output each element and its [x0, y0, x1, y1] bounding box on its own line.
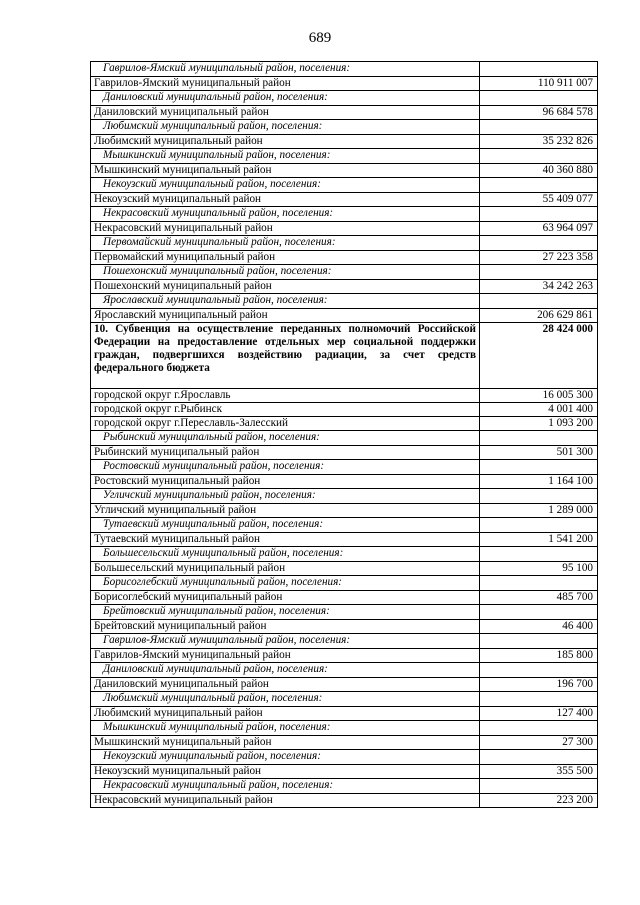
- amount: [480, 294, 598, 309]
- amount: 95 100: [480, 562, 598, 576]
- district-name: Даниловский муниципальный район: [91, 106, 480, 120]
- district-name: городской округ г.Переславль-Залесский: [91, 417, 480, 431]
- district-name: Тутаевский муниципальный район: [91, 533, 480, 547]
- district-name: Ростовский муниципальный район: [91, 475, 480, 489]
- district-name: Любимский муниципальный район, поселения:: [91, 692, 480, 707]
- table-row: [91, 106, 598, 120]
- settlements-subheader-row: [91, 62, 598, 77]
- amount: 501 300: [480, 446, 598, 460]
- amount: 34 242 263: [480, 280, 598, 294]
- district-name: Даниловский муниципальный район, поселения:: [91, 91, 480, 106]
- settlements-subheader-row: [91, 460, 598, 475]
- amount: 27 223 358: [480, 251, 598, 265]
- amount: [480, 750, 598, 765]
- district-name: Мышкинский муниципальный район, поселения:: [91, 149, 480, 164]
- district-name: Первомайский муниципальный район, поселения:: [91, 236, 480, 251]
- settlements-subheader-row: [91, 489, 598, 504]
- amount: 4 001 400: [480, 403, 598, 417]
- settlements-subheader-row: [91, 605, 598, 620]
- settlements-subheader-row: [91, 178, 598, 193]
- table-row: [91, 533, 598, 547]
- table-row: [91, 620, 598, 634]
- settlements-subheader-row: [91, 431, 598, 446]
- district-name: Гаврилов-Ямский муниципальный район, поселения:: [91, 634, 480, 649]
- table-row: [91, 222, 598, 236]
- district-name: Мышкинский муниципальный район, поселения:: [91, 721, 480, 736]
- amount: [480, 692, 598, 707]
- settlements-subheader-row: [91, 294, 598, 309]
- table-row: [91, 135, 598, 149]
- amount: 1 541 200: [480, 533, 598, 547]
- district-name: Рыбинский муниципальный район: [91, 446, 480, 460]
- table-row: [91, 77, 598, 91]
- section-title: 10. Субвенция на осуществление переданных полномочий Российской Федерации на предоставление отдельных мер социальной поддержки граждан, подвергшихся воздействию радиации, за счет средств федерального бюджета: [91, 323, 480, 389]
- amount: [480, 576, 598, 591]
- settlements-subheader-row: [91, 265, 598, 280]
- district-name: Гаврилов-Ямский муниципальный район, поселения:: [91, 62, 480, 77]
- district-name: Даниловский муниципальный район, поселения:: [91, 663, 480, 678]
- amount: 206 629 861: [480, 309, 598, 323]
- district-name: Брейтовский муниципальный район: [91, 620, 480, 634]
- amount: 355 500: [480, 765, 598, 779]
- district-name: Мышкинский муниципальный район: [91, 164, 480, 178]
- settlements-subheader-row: [91, 120, 598, 135]
- district-name: Некрасовский муниципальный район: [91, 222, 480, 236]
- amount: [480, 120, 598, 135]
- district-name: Некрасовский муниципальный район, поселения:: [91, 207, 480, 222]
- table-row: [91, 417, 598, 431]
- district-name: Даниловский муниципальный район: [91, 678, 480, 692]
- district-name: Ярославский муниципальный район: [91, 309, 480, 323]
- settlements-subheader-row: [91, 634, 598, 649]
- amount: [480, 149, 598, 164]
- settlements-subheader-row: [91, 518, 598, 533]
- amount: [480, 236, 598, 251]
- table-row: [91, 707, 598, 721]
- table-row: [91, 649, 598, 663]
- amount: 1 093 200: [480, 417, 598, 431]
- district-name: Большесельский муниципальный район, поселения:: [91, 547, 480, 562]
- table-row: [91, 591, 598, 605]
- district-name: Некоузский муниципальный район: [91, 765, 480, 779]
- amount: [480, 431, 598, 446]
- district-name: Некрасовский муниципальный район, поселения:: [91, 779, 480, 794]
- table-row: [91, 794, 598, 808]
- district-name: Любимский муниципальный район: [91, 707, 480, 721]
- amount: [480, 178, 598, 193]
- table-row: [91, 678, 598, 692]
- table-row: [91, 446, 598, 460]
- amount: [480, 779, 598, 794]
- district-name: Брейтовский муниципальный район, поселения:: [91, 605, 480, 620]
- district-name: Пошехонский муниципальный район, поселения:: [91, 265, 480, 280]
- amount: [480, 207, 598, 222]
- amount: 185 800: [480, 649, 598, 663]
- district-name: Некоузский муниципальный район: [91, 193, 480, 207]
- amount: 196 700: [480, 678, 598, 692]
- table-row: [91, 562, 598, 576]
- district-name: Рыбинский муниципальный район, поселения:: [91, 431, 480, 446]
- district-name: Некрасовский муниципальный район: [91, 794, 480, 808]
- budget-table-body: [91, 62, 598, 808]
- settlements-subheader-row: [91, 721, 598, 736]
- amount: 46 400: [480, 620, 598, 634]
- district-name: Ярославский муниципальный район, поселения:: [91, 294, 480, 309]
- district-name: Некоузский муниципальный район, поселения:: [91, 750, 480, 765]
- table-row: [91, 475, 598, 489]
- amount: 40 360 880: [480, 164, 598, 178]
- table-row: [91, 504, 598, 518]
- table-row: [91, 251, 598, 265]
- district-name: Борисоглебский муниципальный район: [91, 591, 480, 605]
- district-name: Мышкинский муниципальный район: [91, 736, 480, 750]
- amount: [480, 605, 598, 620]
- district-name: Гаврилов-Ямский муниципальный район: [91, 77, 480, 91]
- amount: [480, 518, 598, 533]
- district-name: Первомайский муниципальный район: [91, 251, 480, 265]
- amount: 1 289 000: [480, 504, 598, 518]
- amount: [480, 489, 598, 504]
- amount: 1 164 100: [480, 475, 598, 489]
- district-name: городской округ г.Ярославль: [91, 389, 480, 403]
- amount: [480, 547, 598, 562]
- district-name: Гаврилов-Ямский муниципальный район: [91, 649, 480, 663]
- amount: [480, 265, 598, 280]
- table-row: [91, 164, 598, 178]
- table-row: [91, 280, 598, 294]
- amount: [480, 62, 598, 77]
- district-name: Тутаевский муниципальный район, поселения:: [91, 518, 480, 533]
- district-name: Пошехонский муниципальный район: [91, 280, 480, 294]
- amount: [480, 721, 598, 736]
- amount: 27 300: [480, 736, 598, 750]
- district-name: Борисоглебский муниципальный район, поселения:: [91, 576, 480, 591]
- district-name: Большесельский муниципальный район: [91, 562, 480, 576]
- amount: [480, 460, 598, 475]
- settlements-subheader-row: [91, 207, 598, 222]
- district-name: Угличский муниципальный район, поселения:: [91, 489, 480, 504]
- amount: 96 684 578: [480, 106, 598, 120]
- amount: 55 409 077: [480, 193, 598, 207]
- amount: 127 400: [480, 707, 598, 721]
- section-total: 28 424 000: [480, 323, 598, 389]
- amount: 223 200: [480, 794, 598, 808]
- table-row: [91, 389, 598, 403]
- district-name: Любимский муниципальный район: [91, 135, 480, 149]
- amount: 63 964 097: [480, 222, 598, 236]
- amount: [480, 663, 598, 678]
- settlements-subheader-row: [91, 149, 598, 164]
- section-header-row: [91, 323, 598, 389]
- budget-table: [90, 61, 598, 808]
- settlements-subheader-row: [91, 663, 598, 678]
- settlements-subheader-row: [91, 547, 598, 562]
- table-row: [91, 193, 598, 207]
- district-name: Угличский муниципальный район: [91, 504, 480, 518]
- table-row: [91, 403, 598, 417]
- settlements-subheader-row: [91, 576, 598, 591]
- amount: 35 232 826: [480, 135, 598, 149]
- settlements-subheader-row: [91, 692, 598, 707]
- district-name: Любимский муниципальный район, поселения:: [91, 120, 480, 135]
- table-row: [91, 309, 598, 323]
- table-row: [91, 765, 598, 779]
- settlements-subheader-row: [91, 236, 598, 251]
- amount: 485 700: [480, 591, 598, 605]
- amount: [480, 634, 598, 649]
- district-name: городской округ г.Рыбинск: [91, 403, 480, 417]
- table-row: [91, 736, 598, 750]
- amount: 16 005 300: [480, 389, 598, 403]
- district-name: Ростовский муниципальный район, поселения:: [91, 460, 480, 475]
- amount: 110 911 007: [480, 77, 598, 91]
- settlements-subheader-row: [91, 750, 598, 765]
- settlements-subheader-row: [91, 779, 598, 794]
- settlements-subheader-row: [91, 91, 598, 106]
- district-name: Некоузский муниципальный район, поселения:: [91, 178, 480, 193]
- amount: [480, 91, 598, 106]
- page-number: 689: [308, 30, 332, 46]
